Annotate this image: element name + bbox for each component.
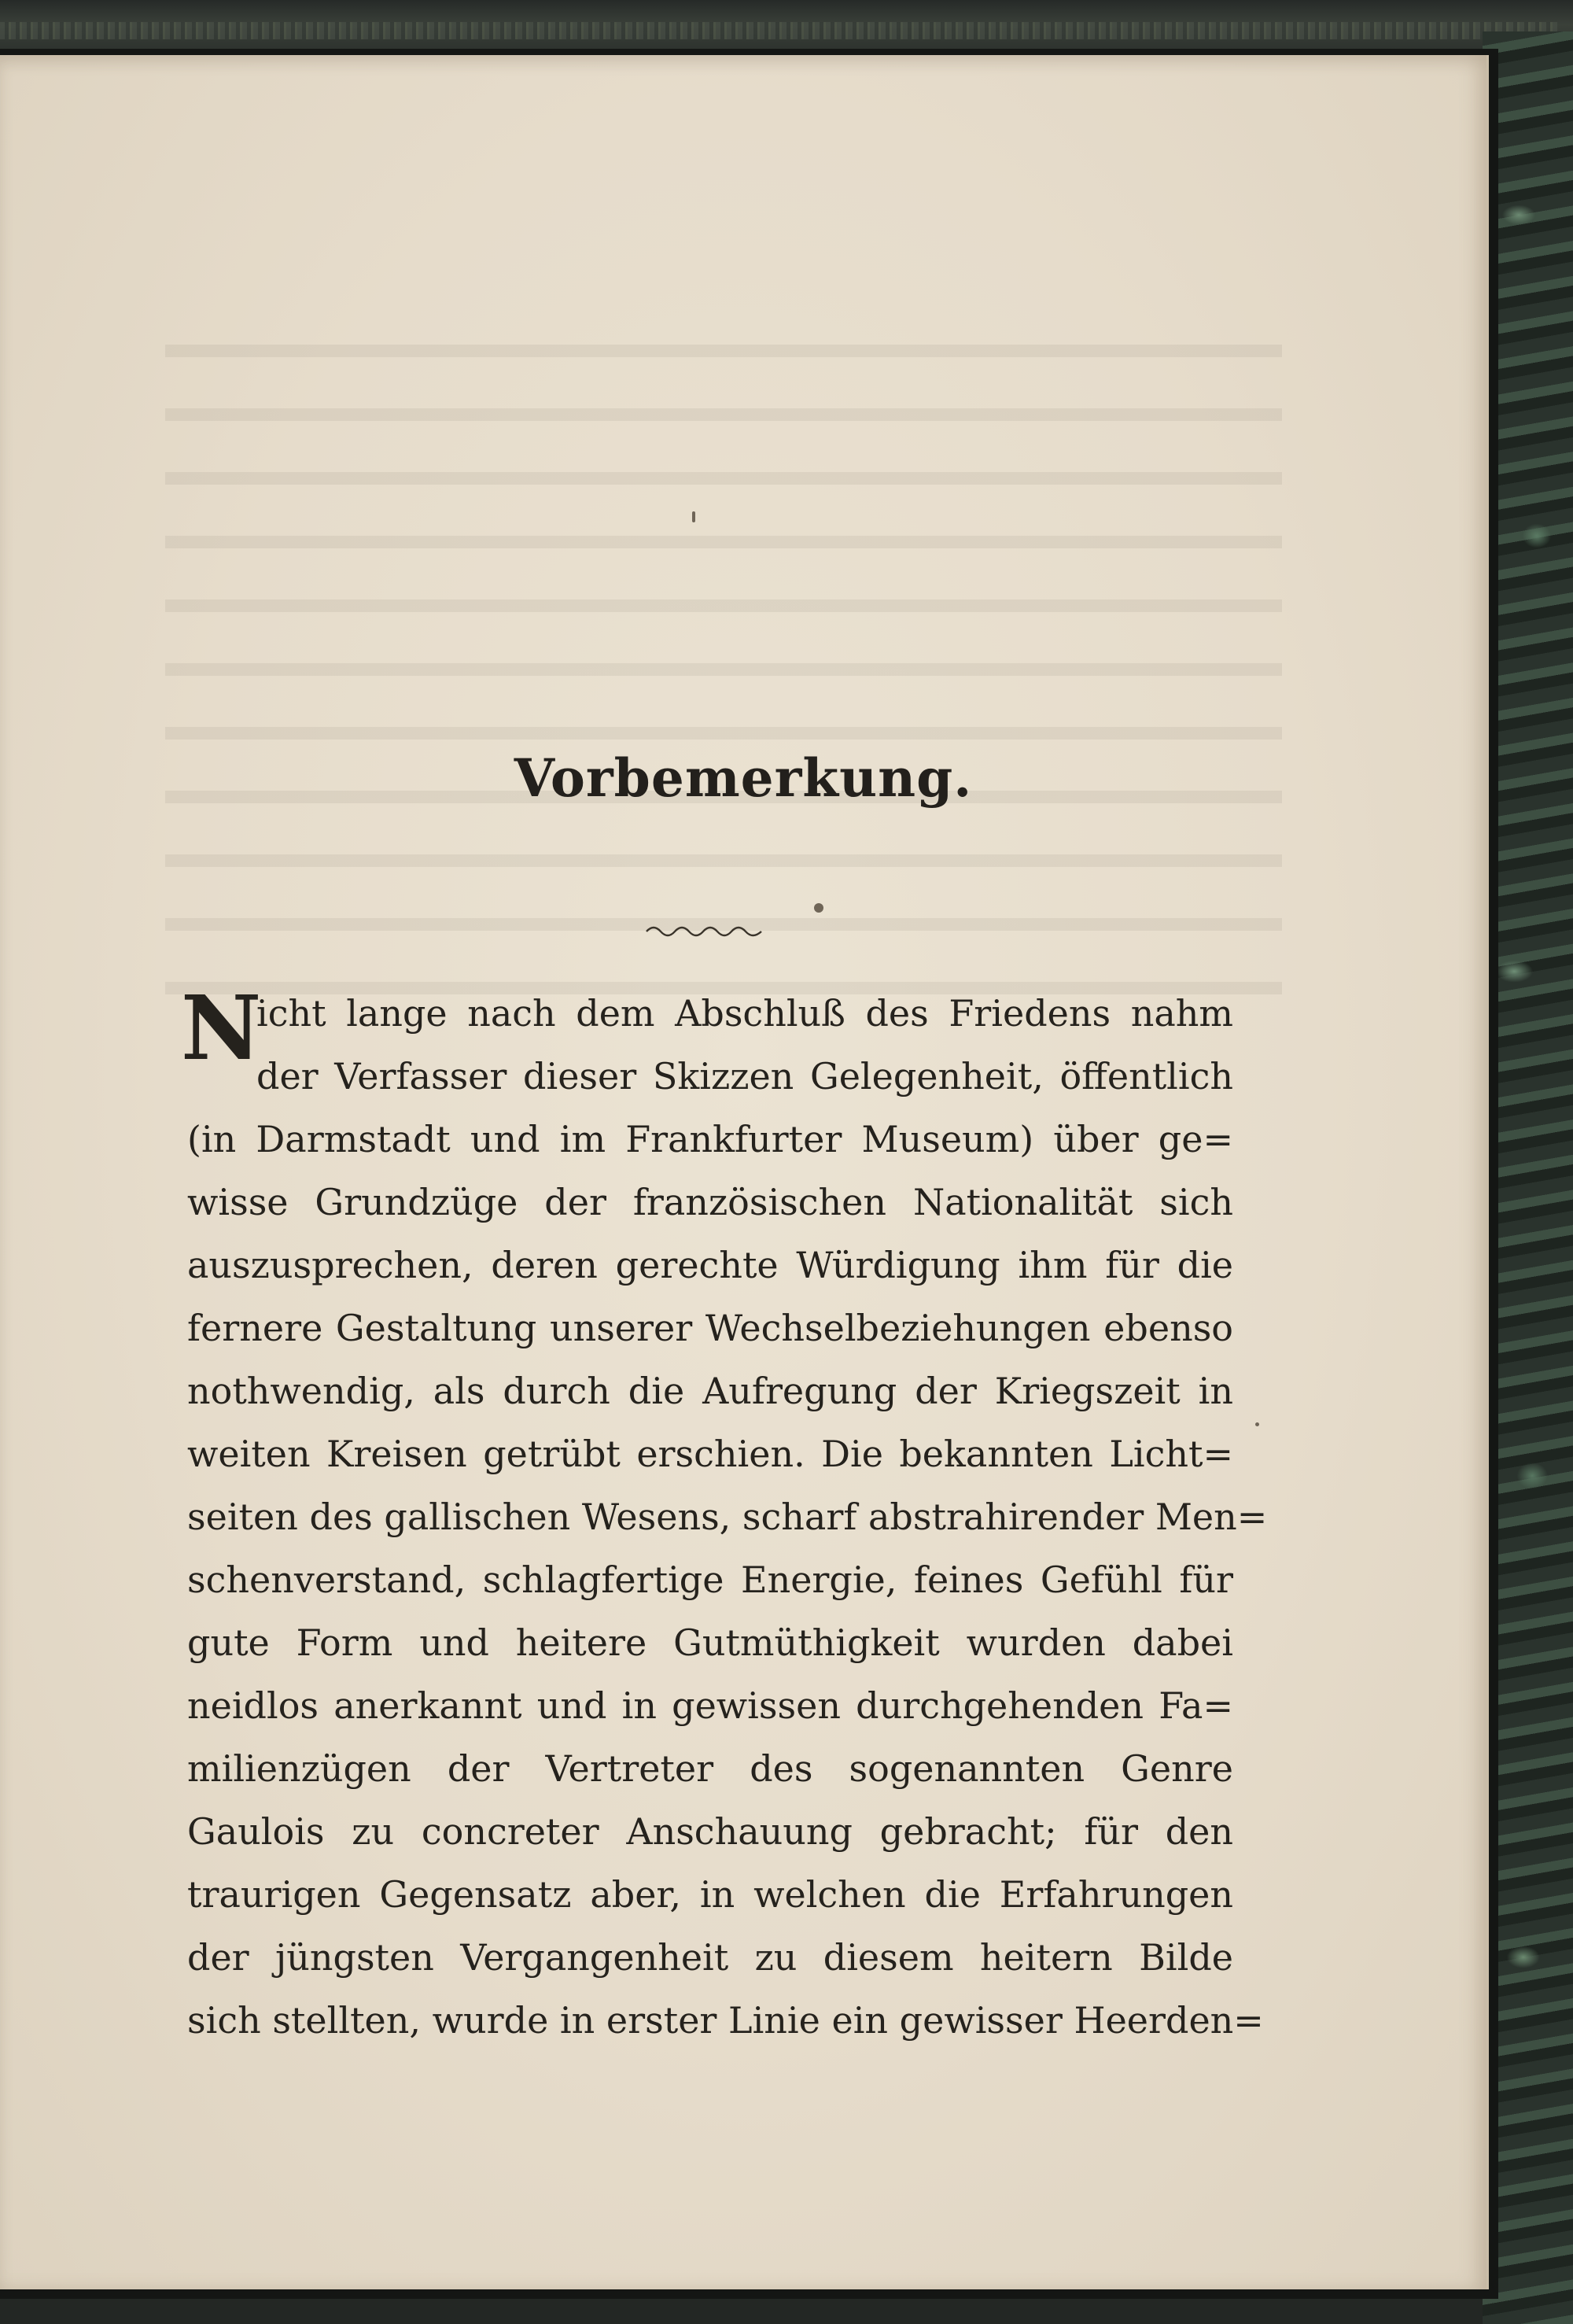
text-line: fernere Gestaltung unserer Wechselbeziehungen ebenso bbox=[187, 1307, 1233, 1349]
text-line: icht lange nach dem Abschluß des Friedens nahm bbox=[256, 992, 1233, 1035]
text-line: milienzügen der Vertreter des sogenannten Genre bbox=[187, 1747, 1233, 1790]
paper-speck bbox=[692, 511, 695, 522]
text-line: schenverstand, schlagfertige Energie, feines Gefühl für bbox=[187, 1559, 1233, 1601]
text-line: neidlos anerkannt und in gewissen durchgehenden Fa= bbox=[187, 1684, 1233, 1727]
paper-speck bbox=[814, 903, 823, 913]
wave-ornament bbox=[645, 922, 763, 939]
text-line: Gaulois zu concreter Anschauung gebracht; für den bbox=[187, 1810, 1233, 1853]
paper-speck bbox=[1255, 1422, 1259, 1426]
text-line: nothwendig, als durch die Aufregung der Kriegszeit in bbox=[187, 1370, 1233, 1412]
text-line: sich stellten, wurde in erster Linie ein gewisser Heerden= bbox=[187, 1999, 1264, 2042]
text-line: seiten des gallischen Wesens, scharf abstrahirender Men= bbox=[187, 1496, 1268, 1538]
show-through-text bbox=[165, 315, 1282, 1007]
drop-cap: N bbox=[181, 977, 262, 1080]
text-line: der jüngsten Vergangenheit zu diesem heitern Bilde bbox=[187, 1936, 1233, 1979]
paper-page bbox=[0, 55, 1489, 2289]
text-line: weiten Kreisen getrübt erschien. Die bekannten Licht= bbox=[187, 1433, 1233, 1475]
text-line: traurigen Gegensatz aber, in welchen die Erfahrungen bbox=[187, 1873, 1233, 1916]
text-line: der Verfasser dieser Skizzen Gelegenheit, öffentlich bbox=[256, 1055, 1233, 1097]
page-heading: Vorbemerkung. bbox=[514, 747, 973, 809]
text-line: gute Form und heitere Gutmüthigkeit wurden dabei bbox=[187, 1621, 1233, 1664]
text-line: wisse Grundzüge der französischen Nationalität sich bbox=[187, 1181, 1233, 1223]
text-line: auszusprechen, deren gerechte Würdigung ihm für die bbox=[187, 1244, 1233, 1286]
binding-edge-top bbox=[0, 0, 1573, 55]
text-line: (in Darmstadt und im Frankfurter Museum) über ge= bbox=[187, 1118, 1233, 1160]
body-paragraph bbox=[181, 977, 1268, 2052]
